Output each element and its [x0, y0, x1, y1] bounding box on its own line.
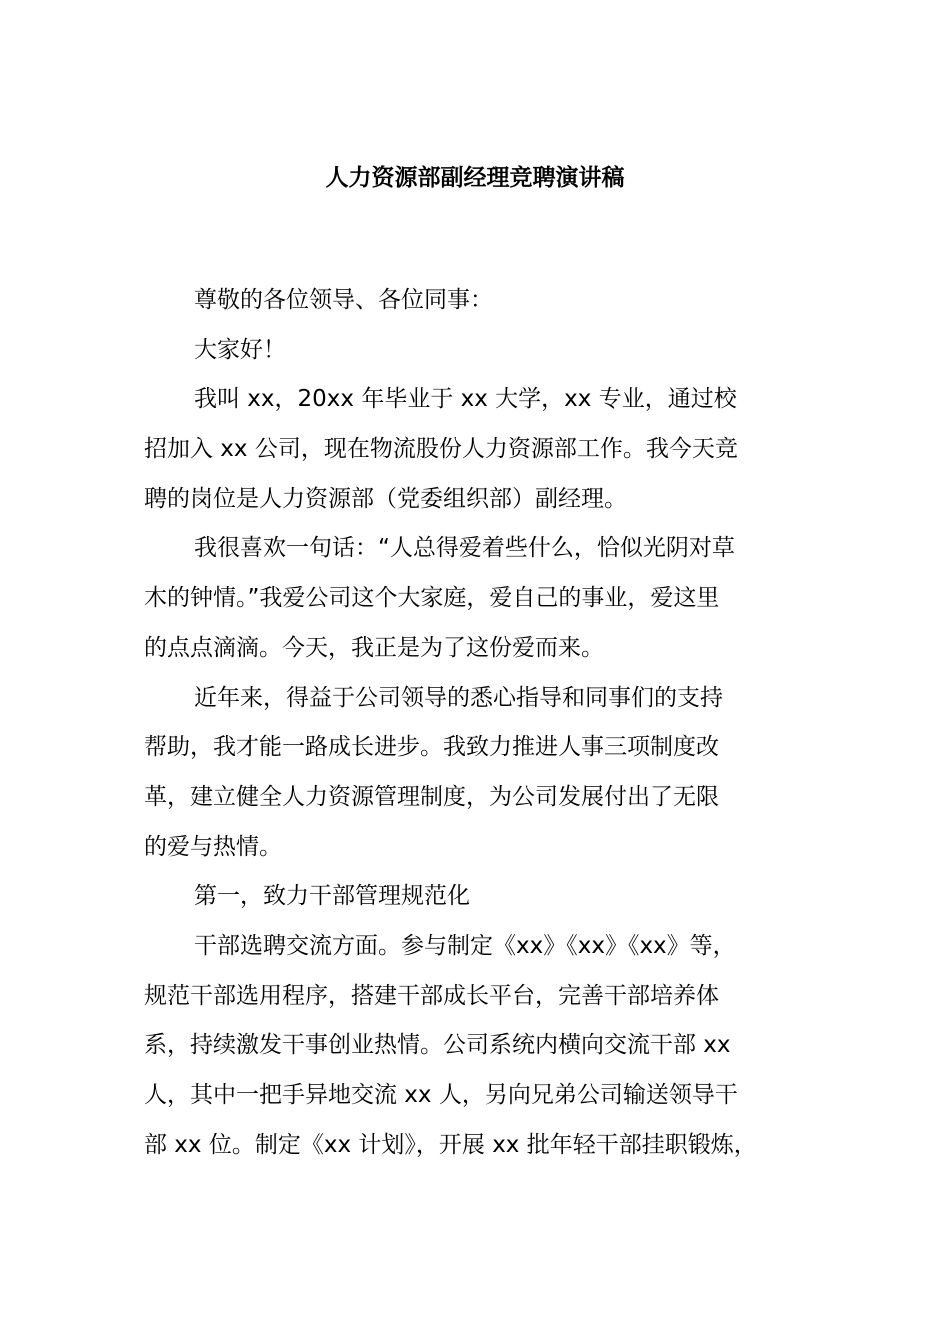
text-line: 招加入 xx 公司，现在物流股份人力资源部工作。我今天竞	[144, 436, 738, 463]
document-title: 人力资源部副经理竞聘演讲稿	[325, 165, 625, 191]
text-line: 规范干部选用程序，搭建干部成长平台，完善干部培养体	[144, 982, 719, 1009]
text-line: 聘的岗位是人力资源部（党委组织部）副经理。	[144, 485, 627, 512]
text-line: 尊敬的各位领导、各位同事：	[194, 287, 493, 313]
text-line: 部 xx 位。制定《xx 计划》，开展 xx 批年轻干部挂职锻炼，	[144, 1131, 757, 1158]
text-line: 我很喜欢一句话：“人总得爱着些什么，恰似光阴对草	[194, 535, 735, 562]
document-body	[144, 276, 834, 1170]
text-line: 人，其中一把手异地交流 xx 人，另向兄弟公司输送领导干	[144, 1082, 738, 1108]
text-line: 干部选聘交流方面。参与制定《xx》《xx》《xx》等，	[194, 932, 736, 959]
text-line: 我叫 xx，20xx 年毕业于 xx 大学，xx 专业，通过校	[194, 386, 737, 413]
section-heading: 第一，致力干部管理规范化	[194, 883, 470, 910]
text-line: 的爱与热情。	[144, 833, 282, 860]
text-line: 的点点滴滴。今天，我正是为了这份爱而来。	[144, 634, 604, 661]
text-line: 革，建立健全人力资源管理制度，为公司发展付出了无限	[144, 783, 719, 810]
text-line: 近年来，得益于公司领导的悉心指导和同事们的支持	[194, 684, 723, 711]
text-line: 木的钟情。”我爱公司这个大家庭，爱自己的事业，爱这里	[144, 585, 720, 612]
text-line: 大家好！	[194, 336, 286, 363]
text-line: 帮助，我才能一路成长进步。我致力推进人事三项制度改	[144, 734, 719, 761]
text-line: 系，持续激发干事创业热情。公司系统内横向交流干部 xx	[144, 1032, 731, 1059]
